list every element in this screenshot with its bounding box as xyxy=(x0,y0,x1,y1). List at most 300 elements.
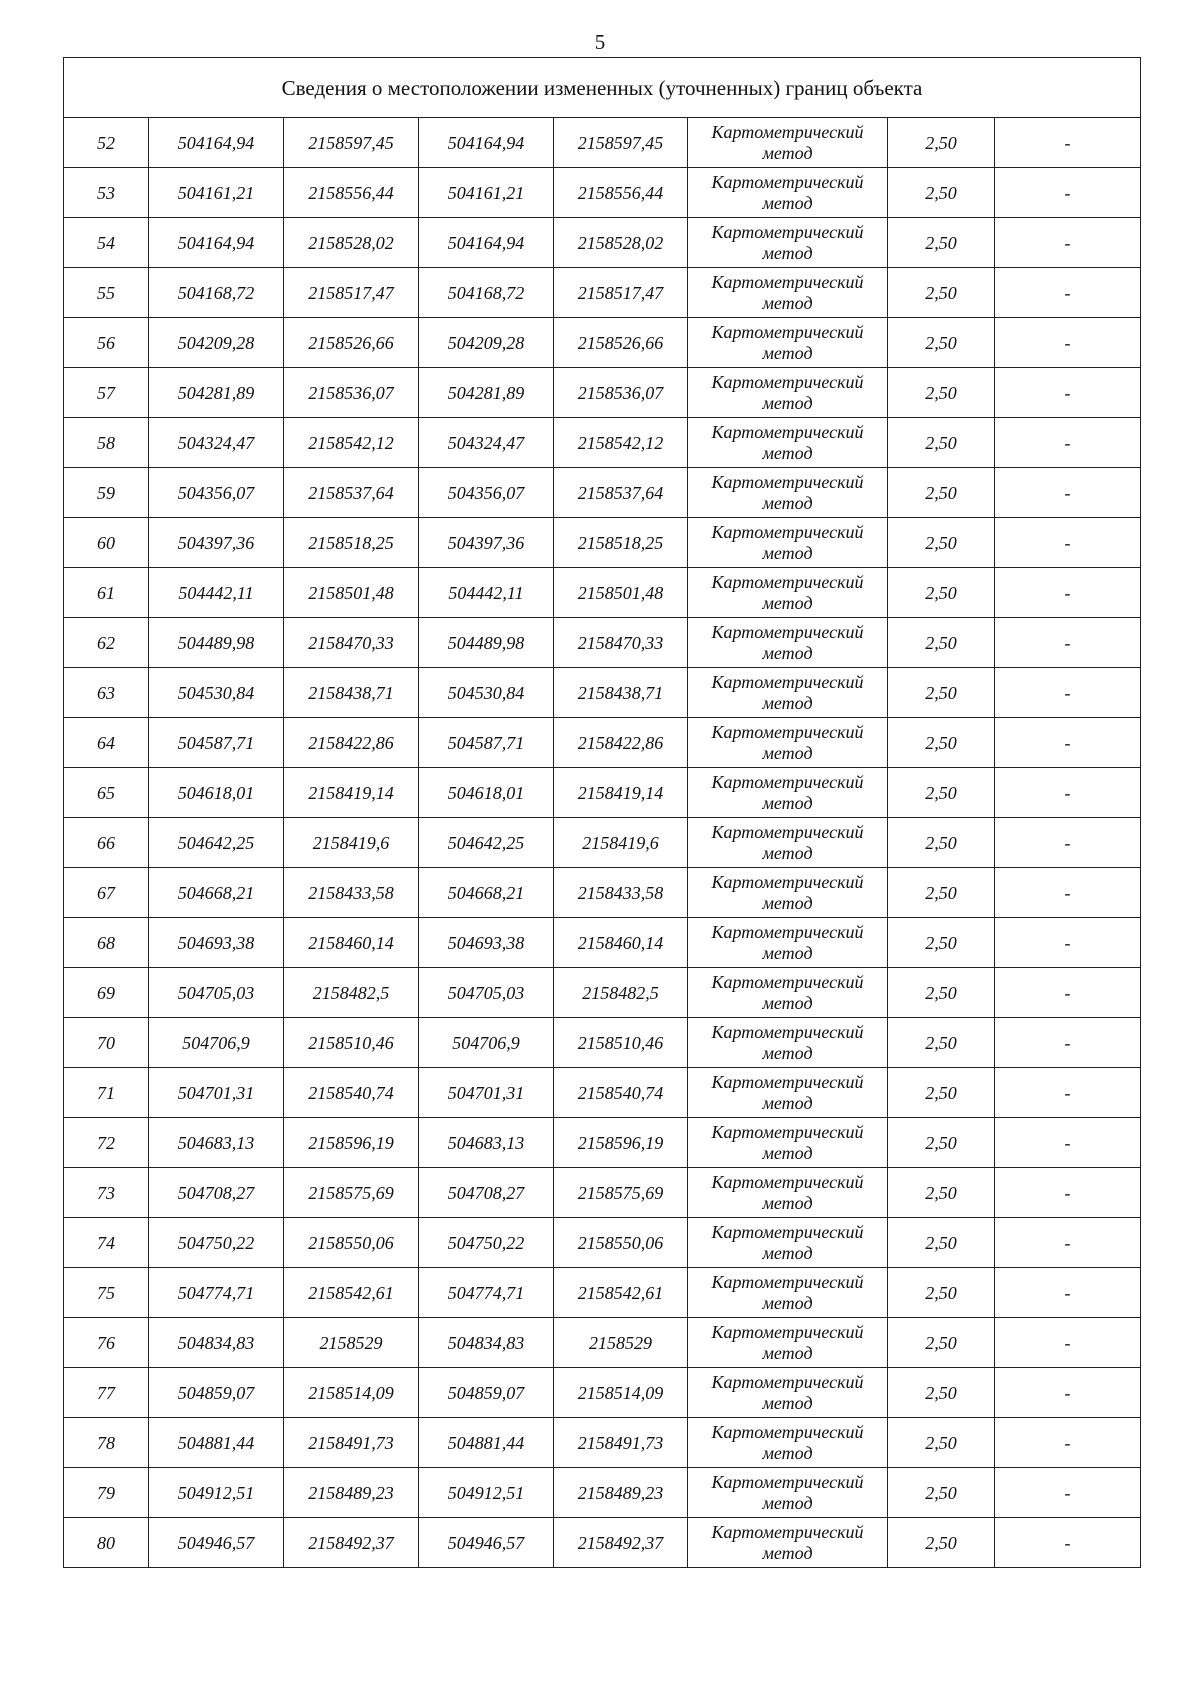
table-row xyxy=(64,1218,1141,1268)
table-row xyxy=(64,1518,1141,1568)
existing-y-cell: 2158597,45 xyxy=(284,118,419,168)
new-y-cell: 2158419,14 xyxy=(554,768,688,818)
existing-x-cell: 504774,71 xyxy=(149,1268,284,1318)
new-y-cell: 2158460,14 xyxy=(554,918,688,968)
accuracy-cell: 2,50 xyxy=(888,518,995,568)
existing-y-cell: 2158514,09 xyxy=(284,1368,419,1418)
method-line-2: метод xyxy=(762,892,813,913)
table-row xyxy=(64,1318,1141,1368)
existing-x-cell: 504442,11 xyxy=(149,568,284,618)
note-cell: - xyxy=(995,1068,1141,1118)
note-cell: - xyxy=(995,618,1141,668)
point-number-cell: 56 xyxy=(64,318,149,368)
note-cell: - xyxy=(995,768,1141,818)
new-x-cell: 504706,9 xyxy=(419,1018,554,1068)
new-x-cell: 504693,38 xyxy=(419,918,554,968)
new-y-cell: 2158482,5 xyxy=(554,968,688,1018)
new-x-cell: 504668,21 xyxy=(419,868,554,918)
method-line-1: Картометрический xyxy=(711,971,864,992)
existing-y-cell: 2158517,47 xyxy=(284,268,419,318)
new-y-cell: 2158536,07 xyxy=(554,368,688,418)
existing-y-cell: 2158537,64 xyxy=(284,468,419,518)
table-row xyxy=(64,768,1141,818)
existing-x-cell: 504168,72 xyxy=(149,268,284,318)
table-row xyxy=(64,1068,1141,1118)
new-y-cell: 2158433,58 xyxy=(554,868,688,918)
existing-x-cell: 504683,13 xyxy=(149,1118,284,1168)
new-x-cell: 504912,51 xyxy=(419,1468,554,1518)
table-row xyxy=(64,968,1141,1018)
accuracy-cell: 2,50 xyxy=(888,268,995,318)
method-line-2: метод xyxy=(762,292,813,313)
new-y-cell: 2158526,66 xyxy=(554,318,688,368)
method-cell xyxy=(688,168,888,218)
accuracy-cell: 2,50 xyxy=(888,1068,995,1118)
new-y-cell: 2158517,47 xyxy=(554,268,688,318)
new-x-cell: 504209,28 xyxy=(419,318,554,368)
method-line-2: метод xyxy=(762,1442,813,1463)
existing-x-cell: 504881,44 xyxy=(149,1418,284,1468)
method-line-2: метод xyxy=(762,192,813,213)
method-line-2: метод xyxy=(762,542,813,563)
note-cell: - xyxy=(995,318,1141,368)
table-row xyxy=(64,1268,1141,1318)
new-y-cell: 2158529 xyxy=(554,1318,688,1368)
note-cell: - xyxy=(995,918,1141,968)
method-line-1: Картометрический xyxy=(711,1421,864,1442)
method-line-1: Картометрический xyxy=(711,1221,864,1242)
new-y-cell: 2158514,09 xyxy=(554,1368,688,1418)
existing-y-cell: 2158510,46 xyxy=(284,1018,419,1068)
accuracy-cell: 2,50 xyxy=(888,168,995,218)
accuracy-cell: 2,50 xyxy=(888,668,995,718)
method-cell xyxy=(688,618,888,668)
method-line-2: метод xyxy=(762,942,813,963)
point-number-cell: 70 xyxy=(64,1018,149,1068)
existing-y-cell: 2158528,02 xyxy=(284,218,419,268)
new-y-cell: 2158597,45 xyxy=(554,118,688,168)
note-cell: - xyxy=(995,418,1141,468)
note-cell: - xyxy=(995,968,1141,1018)
existing-y-cell: 2158536,07 xyxy=(284,368,419,418)
existing-y-cell: 2158526,66 xyxy=(284,318,419,368)
note-cell: - xyxy=(995,1168,1141,1218)
existing-x-cell: 504397,36 xyxy=(149,518,284,568)
note-cell: - xyxy=(995,468,1141,518)
existing-x-cell: 504164,94 xyxy=(149,118,284,168)
table-row xyxy=(64,818,1141,868)
method-line-2: метод xyxy=(762,792,813,813)
existing-y-cell: 2158501,48 xyxy=(284,568,419,618)
note-cell: - xyxy=(995,1318,1141,1368)
new-y-cell: 2158510,46 xyxy=(554,1018,688,1068)
point-number-cell: 61 xyxy=(64,568,149,618)
new-x-cell: 504356,07 xyxy=(419,468,554,518)
point-number-cell: 53 xyxy=(64,168,149,218)
new-y-cell: 2158528,02 xyxy=(554,218,688,268)
point-number-cell: 80 xyxy=(64,1518,149,1568)
new-y-cell: 2158542,61 xyxy=(554,1268,688,1318)
table-row xyxy=(64,468,1141,518)
method-line-1: Картометрический xyxy=(711,171,864,192)
existing-x-cell: 504750,22 xyxy=(149,1218,284,1268)
new-x-cell: 504859,07 xyxy=(419,1368,554,1418)
table-row xyxy=(64,868,1141,918)
accuracy-cell: 2,50 xyxy=(888,968,995,1018)
new-x-cell: 504324,47 xyxy=(419,418,554,468)
method-cell xyxy=(688,1318,888,1368)
method-line-2: метод xyxy=(762,1342,813,1363)
note-cell: - xyxy=(995,1368,1141,1418)
note-cell: - xyxy=(995,218,1141,268)
point-number-cell: 62 xyxy=(64,618,149,668)
new-x-cell: 504442,11 xyxy=(419,568,554,618)
method-line-2: метод xyxy=(762,242,813,263)
method-line-1: Картометрический xyxy=(711,1171,864,1192)
existing-y-cell: 2158438,71 xyxy=(284,668,419,718)
method-line-2: метод xyxy=(762,442,813,463)
point-number-cell: 79 xyxy=(64,1468,149,1518)
method-line-2: метод xyxy=(762,1142,813,1163)
method-line-2: метод xyxy=(762,1092,813,1113)
note-cell: - xyxy=(995,1468,1141,1518)
table-row xyxy=(64,118,1141,168)
accuracy-cell: 2,50 xyxy=(888,868,995,918)
accuracy-cell: 2,50 xyxy=(888,1268,995,1318)
method-line-1: Картометрический xyxy=(711,121,864,142)
page-number: 5 xyxy=(594,30,606,54)
accuracy-cell: 2,50 xyxy=(888,218,995,268)
existing-y-cell: 2158575,69 xyxy=(284,1168,419,1218)
new-x-cell: 504618,01 xyxy=(419,768,554,818)
new-x-cell: 504881,44 xyxy=(419,1418,554,1468)
new-y-cell: 2158470,33 xyxy=(554,618,688,668)
method-line-1: Картометрический xyxy=(711,521,864,542)
existing-x-cell: 504618,01 xyxy=(149,768,284,818)
new-x-cell: 504164,94 xyxy=(419,218,554,268)
method-line-1: Картометрический xyxy=(711,1321,864,1342)
method-line-1: Картометрический xyxy=(711,271,864,292)
new-x-cell: 504701,31 xyxy=(419,1068,554,1118)
existing-y-cell: 2158419,6 xyxy=(284,818,419,868)
point-number-cell: 66 xyxy=(64,818,149,868)
method-line-1: Картометрический xyxy=(711,771,864,792)
method-cell xyxy=(688,1068,888,1118)
new-y-cell: 2158501,48 xyxy=(554,568,688,618)
accuracy-cell: 2,50 xyxy=(888,1318,995,1368)
method-line-1: Картометрический xyxy=(711,571,864,592)
new-x-cell: 504530,84 xyxy=(419,668,554,718)
existing-y-cell: 2158542,61 xyxy=(284,1268,419,1318)
method-line-1: Картометрический xyxy=(711,321,864,342)
method-line-1: Картометрический xyxy=(711,721,864,742)
method-line-1: Картометрический xyxy=(711,221,864,242)
existing-y-cell: 2158542,12 xyxy=(284,418,419,468)
table-row xyxy=(64,268,1141,318)
accuracy-cell: 2,50 xyxy=(888,1418,995,1468)
method-line-2: метод xyxy=(762,592,813,613)
point-number-cell: 64 xyxy=(64,718,149,768)
note-cell: - xyxy=(995,268,1141,318)
method-line-1: Картометрический xyxy=(711,1271,864,1292)
new-y-cell: 2158422,86 xyxy=(554,718,688,768)
existing-y-cell: 2158492,37 xyxy=(284,1518,419,1568)
new-y-cell: 2158489,23 xyxy=(554,1468,688,1518)
note-cell: - xyxy=(995,518,1141,568)
table-row xyxy=(64,718,1141,768)
accuracy-cell: 2,50 xyxy=(888,1368,995,1418)
method-cell xyxy=(688,968,888,1018)
table-title-row xyxy=(64,58,1141,118)
table-row xyxy=(64,168,1141,218)
note-cell: - xyxy=(995,868,1141,918)
accuracy-cell: 2,50 xyxy=(888,618,995,668)
new-x-cell: 504750,22 xyxy=(419,1218,554,1268)
method-cell xyxy=(688,468,888,518)
table-title: Сведения о местоположении измененных (уточненных) границ объекта xyxy=(64,58,1141,118)
point-number-cell: 60 xyxy=(64,518,149,568)
new-x-cell: 504834,83 xyxy=(419,1318,554,1368)
accuracy-cell: 2,50 xyxy=(888,418,995,468)
method-line-1: Картометрический xyxy=(711,421,864,442)
method-line-2: метод xyxy=(762,992,813,1013)
existing-y-cell: 2158596,19 xyxy=(284,1118,419,1168)
table-row xyxy=(64,218,1141,268)
existing-x-cell: 504834,83 xyxy=(149,1318,284,1368)
point-number-cell: 78 xyxy=(64,1418,149,1468)
method-line-1: Картометрический xyxy=(711,1121,864,1142)
existing-y-cell: 2158422,86 xyxy=(284,718,419,768)
point-number-cell: 52 xyxy=(64,118,149,168)
table-row xyxy=(64,1018,1141,1068)
existing-x-cell: 504705,03 xyxy=(149,968,284,1018)
accuracy-cell: 2,50 xyxy=(888,818,995,868)
table-row xyxy=(64,1418,1141,1468)
note-cell: - xyxy=(995,118,1141,168)
note-cell: - xyxy=(995,368,1141,418)
note-cell: - xyxy=(995,1218,1141,1268)
existing-x-cell: 504693,38 xyxy=(149,918,284,968)
new-x-cell: 504161,21 xyxy=(419,168,554,218)
accuracy-cell: 2,50 xyxy=(888,568,995,618)
note-cell: - xyxy=(995,818,1141,868)
note-cell: - xyxy=(995,1518,1141,1568)
method-cell xyxy=(688,1018,888,1068)
point-number-cell: 58 xyxy=(64,418,149,468)
existing-y-cell: 2158489,23 xyxy=(284,1468,419,1518)
table-row xyxy=(64,318,1141,368)
point-number-cell: 76 xyxy=(64,1318,149,1368)
method-line-1: Картометрический xyxy=(711,1021,864,1042)
table-row xyxy=(64,1168,1141,1218)
existing-y-cell: 2158491,73 xyxy=(284,1418,419,1468)
accuracy-cell: 2,50 xyxy=(888,1168,995,1218)
new-x-cell: 504774,71 xyxy=(419,1268,554,1318)
new-y-cell: 2158438,71 xyxy=(554,668,688,718)
point-number-cell: 63 xyxy=(64,668,149,718)
point-number-cell: 74 xyxy=(64,1218,149,1268)
new-x-cell: 504164,94 xyxy=(419,118,554,168)
new-x-cell: 504642,25 xyxy=(419,818,554,868)
method-line-2: метод xyxy=(762,1492,813,1513)
method-line-1: Картометрический xyxy=(711,1371,864,1392)
method-line-2: метод xyxy=(762,1542,813,1563)
existing-y-cell: 2158419,14 xyxy=(284,768,419,818)
table-row xyxy=(64,568,1141,618)
existing-x-cell: 504281,89 xyxy=(149,368,284,418)
method-cell xyxy=(688,1418,888,1468)
note-cell: - xyxy=(995,1018,1141,1068)
method-cell xyxy=(688,1368,888,1418)
method-cell xyxy=(688,568,888,618)
new-y-cell: 2158575,69 xyxy=(554,1168,688,1218)
method-line-1: Картометрический xyxy=(711,371,864,392)
accuracy-cell: 2,50 xyxy=(888,1018,995,1068)
existing-x-cell: 504324,47 xyxy=(149,418,284,468)
method-cell xyxy=(688,818,888,868)
method-line-2: метод xyxy=(762,1042,813,1063)
method-cell xyxy=(688,1218,888,1268)
existing-x-cell: 504946,57 xyxy=(149,1518,284,1568)
table-row xyxy=(64,668,1141,718)
method-line-2: метод xyxy=(762,1392,813,1413)
existing-y-cell: 2158460,14 xyxy=(284,918,419,968)
existing-x-cell: 504209,28 xyxy=(149,318,284,368)
point-number-cell: 68 xyxy=(64,918,149,968)
existing-y-cell: 2158518,25 xyxy=(284,518,419,568)
existing-x-cell: 504859,07 xyxy=(149,1368,284,1418)
method-cell xyxy=(688,1268,888,1318)
method-cell xyxy=(688,1468,888,1518)
existing-x-cell: 504642,25 xyxy=(149,818,284,868)
existing-x-cell: 504161,21 xyxy=(149,168,284,218)
table-row xyxy=(64,1468,1141,1518)
boundary-coordinates-table xyxy=(63,57,1141,1568)
accuracy-cell: 2,50 xyxy=(888,318,995,368)
method-line-2: метод xyxy=(762,392,813,413)
method-line-2: метод xyxy=(762,492,813,513)
method-cell xyxy=(688,518,888,568)
existing-x-cell: 504489,98 xyxy=(149,618,284,668)
existing-y-cell: 2158482,5 xyxy=(284,968,419,1018)
note-cell: - xyxy=(995,1418,1141,1468)
method-line-2: метод xyxy=(762,692,813,713)
note-cell: - xyxy=(995,568,1141,618)
method-cell xyxy=(688,1168,888,1218)
accuracy-cell: 2,50 xyxy=(888,1118,995,1168)
point-number-cell: 77 xyxy=(64,1368,149,1418)
note-cell: - xyxy=(995,1118,1141,1168)
method-line-1: Картометрический xyxy=(711,871,864,892)
existing-y-cell: 2158540,74 xyxy=(284,1068,419,1118)
existing-x-cell: 504668,21 xyxy=(149,868,284,918)
point-number-cell: 55 xyxy=(64,268,149,318)
method-cell xyxy=(688,718,888,768)
method-cell xyxy=(688,268,888,318)
new-y-cell: 2158556,44 xyxy=(554,168,688,218)
method-cell xyxy=(688,868,888,918)
method-line-2: метод xyxy=(762,1292,813,1313)
method-cell xyxy=(688,668,888,718)
existing-x-cell: 504706,9 xyxy=(149,1018,284,1068)
table-row xyxy=(64,1368,1141,1418)
method-cell xyxy=(688,1118,888,1168)
point-number-cell: 73 xyxy=(64,1168,149,1218)
method-line-2: метод xyxy=(762,342,813,363)
method-line-2: метод xyxy=(762,142,813,163)
new-y-cell: 2158491,73 xyxy=(554,1418,688,1468)
accuracy-cell: 2,50 xyxy=(888,468,995,518)
new-x-cell: 504168,72 xyxy=(419,268,554,318)
point-number-cell: 69 xyxy=(64,968,149,1018)
method-line-1: Картометрический xyxy=(711,921,864,942)
new-x-cell: 504708,27 xyxy=(419,1168,554,1218)
existing-x-cell: 504587,71 xyxy=(149,718,284,768)
table-row xyxy=(64,418,1141,468)
method-line-2: метод xyxy=(762,842,813,863)
accuracy-cell: 2,50 xyxy=(888,118,995,168)
existing-y-cell: 2158529 xyxy=(284,1318,419,1368)
new-x-cell: 504587,71 xyxy=(419,718,554,768)
note-cell: - xyxy=(995,668,1141,718)
method-line-1: Картометрический xyxy=(711,471,864,492)
point-number-cell: 72 xyxy=(64,1118,149,1168)
accuracy-cell: 2,50 xyxy=(888,718,995,768)
note-cell: - xyxy=(995,168,1141,218)
new-y-cell: 2158540,74 xyxy=(554,1068,688,1118)
method-cell xyxy=(688,768,888,818)
method-cell xyxy=(688,918,888,968)
table-row xyxy=(64,918,1141,968)
existing-x-cell: 504356,07 xyxy=(149,468,284,518)
existing-x-cell: 504912,51 xyxy=(149,1468,284,1518)
method-cell xyxy=(688,368,888,418)
existing-x-cell: 504530,84 xyxy=(149,668,284,718)
point-number-cell: 75 xyxy=(64,1268,149,1318)
method-cell xyxy=(688,118,888,168)
table-row xyxy=(64,618,1141,668)
method-cell xyxy=(688,218,888,268)
method-cell xyxy=(688,318,888,368)
existing-y-cell: 2158470,33 xyxy=(284,618,419,668)
existing-x-cell: 504701,31 xyxy=(149,1068,284,1118)
accuracy-cell: 2,50 xyxy=(888,1218,995,1268)
accuracy-cell: 2,50 xyxy=(888,1518,995,1568)
point-number-cell: 67 xyxy=(64,868,149,918)
table-row xyxy=(64,368,1141,418)
new-y-cell: 2158537,64 xyxy=(554,468,688,518)
accuracy-cell: 2,50 xyxy=(888,768,995,818)
method-line-1: Картометрический xyxy=(711,621,864,642)
method-line-1: Картометрический xyxy=(711,1521,864,1542)
new-x-cell: 504489,98 xyxy=(419,618,554,668)
existing-y-cell: 2158550,06 xyxy=(284,1218,419,1268)
method-line-1: Картометрический xyxy=(711,671,864,692)
table-row xyxy=(64,1118,1141,1168)
new-x-cell: 504397,36 xyxy=(419,518,554,568)
new-y-cell: 2158492,37 xyxy=(554,1518,688,1568)
method-line-1: Картометрический xyxy=(711,821,864,842)
point-number-cell: 54 xyxy=(64,218,149,268)
accuracy-cell: 2,50 xyxy=(888,368,995,418)
new-y-cell: 2158419,6 xyxy=(554,818,688,868)
point-number-cell: 59 xyxy=(64,468,149,518)
point-number-cell: 65 xyxy=(64,768,149,818)
method-line-2: метод xyxy=(762,1242,813,1263)
new-x-cell: 504281,89 xyxy=(419,368,554,418)
method-line-2: метод xyxy=(762,642,813,663)
note-cell: - xyxy=(995,1268,1141,1318)
